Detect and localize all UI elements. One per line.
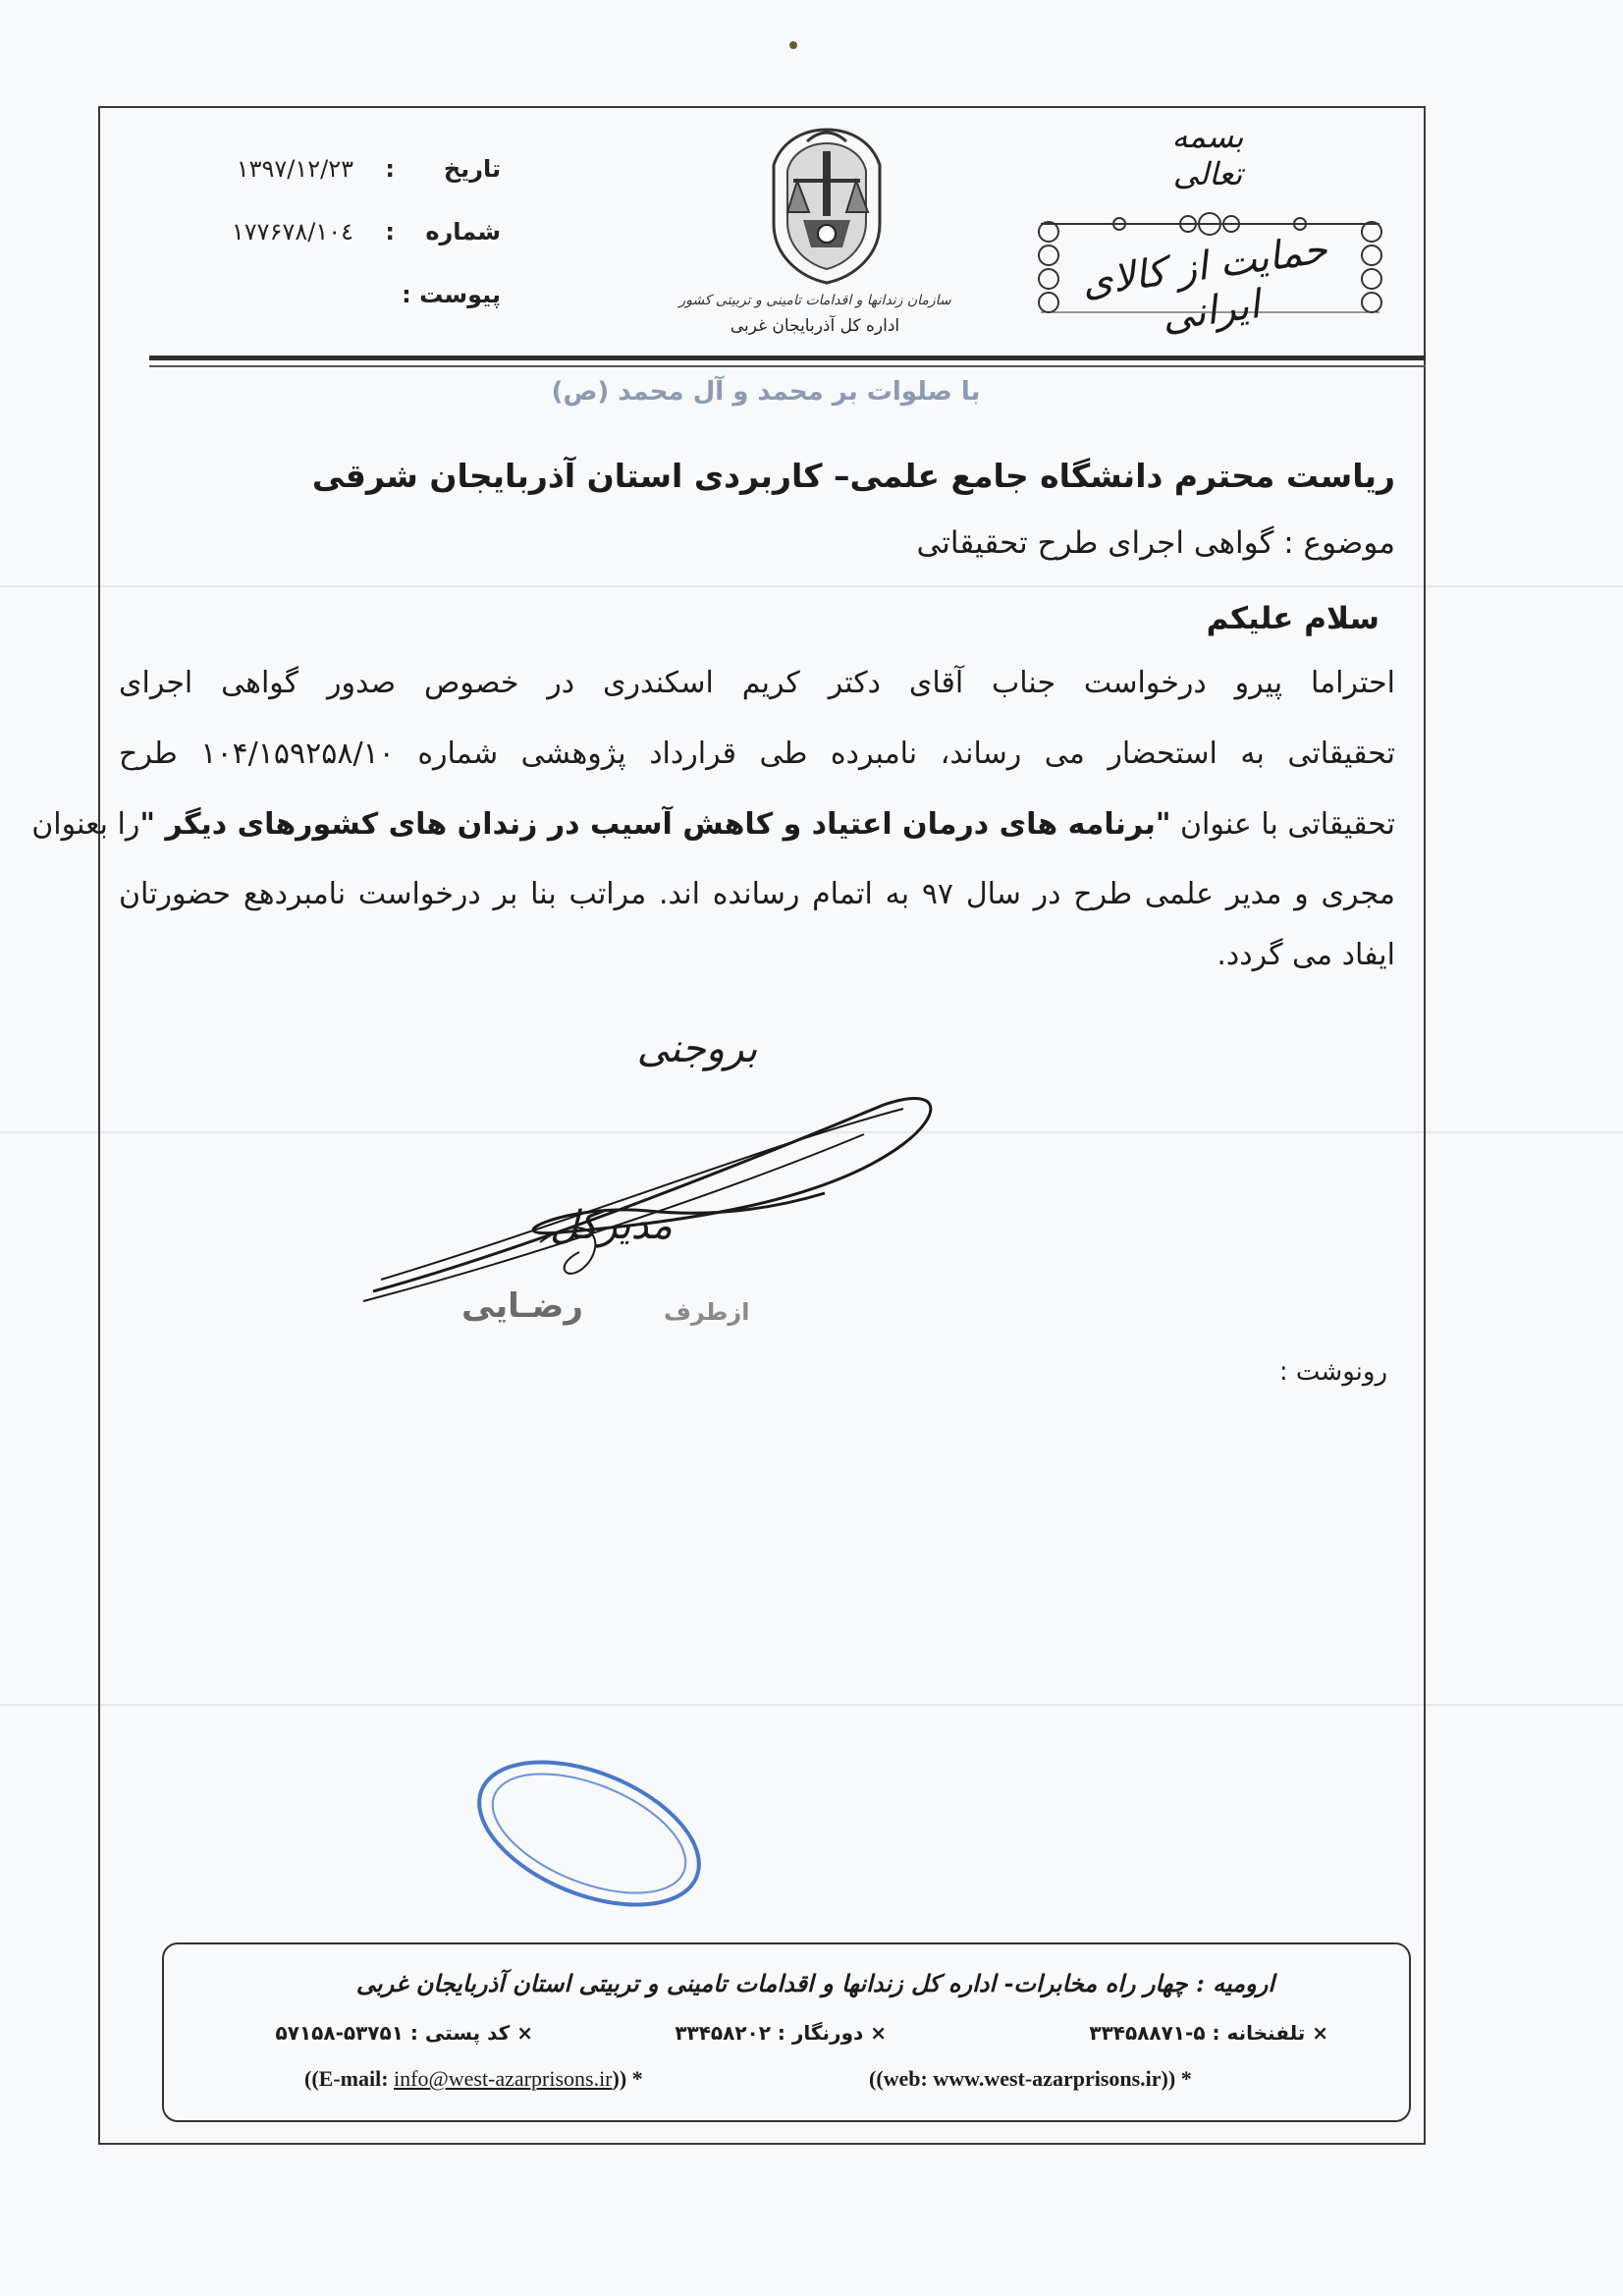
salawat-line: با صلوات بر محمد و آل محمد (ص) (551, 377, 981, 407)
recipient-line: ریاست محترم دانشگاه جامع علمی– کاربردی استان آذربایجان شرقی (311, 457, 1395, 495)
slogan-calligraphy: حمایت از کالای ایرانی (1078, 226, 1330, 341)
body-line-2: تحقیقاتی به استحضار می رساند، نامبرده طی قرارداد پژوهشی شماره ۱۰۴/۱۵۹۲۵۸/۱۰ طرح (119, 737, 1395, 771)
footer-email-suffix: )) * (612, 2066, 643, 2091)
closing-name-handwritten: بروجنی (636, 1026, 758, 1071)
bismillah-text: بسمه تعالی (1171, 118, 1244, 192)
body-line-4: مجری و مدیر علمی طرح در سال ۹۷ به اتمام رسانده اند. مراتب بنا بر درخواست نامبردهع حضورتان (119, 877, 1395, 911)
footer-email-prefix: ((E-mail: (304, 2066, 395, 2091)
footer-fax: × دورنگار : ۳۳۴۵۸۲۰۲ (675, 2021, 887, 2045)
subject-line: موضوع : گواهی اجرای طرح تحقیقاتی (916, 525, 1395, 561)
body-line-3-post: را بعنوان (31, 807, 140, 842)
cc-label: رونوشت : (1278, 1357, 1387, 1387)
body-line-5: ایفاد می گردد. (1217, 938, 1395, 972)
header-separator-thin (149, 365, 1426, 367)
footer-postal-code: × کد پستی : ۵۳۷۵۱-۵۷۱۵۸ (275, 2021, 533, 2045)
stamp-name: رضـایی (461, 1286, 583, 1326)
date-colon: : (385, 155, 395, 183)
research-title: "برنامه های درمان اعتیاد و کاهش آسیب در زندان های کشورهای دیگر " (139, 807, 1171, 842)
footer-address: ارومیه : چهار راه مخابرات- اداره کل زندانها و اقدامات تامینی و تربیتی استان آذربایجان غربی (355, 1969, 1274, 1997)
org-name-line2: اداره کل آذربایجان غربی (730, 316, 900, 336)
footer-email-link[interactable]: info@west-azarprisons.ir (394, 2066, 613, 2091)
body-line-3-pre: تحقیقاتی با عنوان (1170, 807, 1395, 842)
body-line-1: احتراما پیرو درخواست جناب آقای دکتر کریم اسکندری در خصوص صدور گواهی اجرای (119, 666, 1395, 700)
footer-email (304, 2066, 643, 2092)
date-value: ۱۳۹۷/۱۲/۲۳ (236, 155, 353, 183)
org-name-line1: سازمان زندانها و اقدامات تامینی و تربیتی کشور (678, 293, 951, 308)
footer-phone: × تلفنخانه : ۵-۳۳۴۵۸۸۷۱ (1089, 2021, 1328, 2045)
stamp-on-behalf: ازطرف (664, 1298, 750, 1326)
number-value: ۱۰٤/۱۷۷۶۷۸ (231, 218, 353, 246)
attachment-label: پیوست : (402, 281, 501, 308)
date-label: تاریخ (443, 155, 501, 183)
number-label: شماره (425, 218, 501, 246)
number-colon: : (385, 218, 395, 246)
prison-organization-emblem-icon (764, 122, 890, 287)
body-line-3 (31, 807, 1395, 842)
signature-title: مدیرکل (550, 1203, 673, 1248)
scanned-stamp-icon (461, 1760, 717, 1907)
header-separator (149, 355, 1426, 360)
footer-website: ((web: www.west-azarprisons.ir)) * (869, 2066, 1192, 2091)
punch-dot (789, 41, 797, 49)
greeting-line: سلام علیکم (1206, 601, 1380, 636)
